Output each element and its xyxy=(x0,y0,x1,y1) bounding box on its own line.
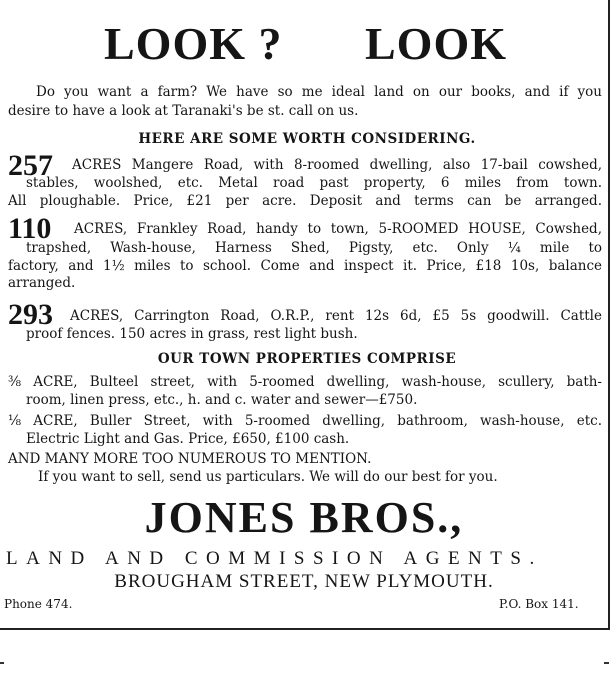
listing-110-line-4: arranged. xyxy=(8,275,76,291)
listing-293-line-1: ACRES, Carrington Road, O.R.P., rent 12s 6d, £5 5s goodwill. Cattle xyxy=(70,308,602,324)
phone-number: Phone 474. xyxy=(4,597,73,611)
listing-257-line-1: ACRES Mangere Road, with 8-roomed dwelling, also 17-bail cowshed, xyxy=(72,157,602,173)
heading-town-properties: OUR TOWN PROPERTIES COMPRISE xyxy=(157,351,457,367)
town-property-2-line-1: ⅛ ACRE, Buller Street, with 5-roomed dwelling, bathroom, wash-house, etc. xyxy=(8,413,602,429)
listing-110-line-1: ACRES, Frankley Road, handy to town, 5-ROOMED HOUSE, Cowshed, xyxy=(74,221,602,237)
listing-110-line-3: factory, and 1½ miles to school. Come and inspect it. Price, £18 10s, balance xyxy=(8,258,602,274)
divider-mark-left xyxy=(0,662,4,664)
divider-mark-right xyxy=(604,662,609,664)
listing-257-line-3: All ploughable. Price, £21 per acre. Deposit and terms can be arranged. xyxy=(8,193,602,209)
town-property-1-line-1: ⅜ ACRE, Bulteel street, with 5-roomed dwelling, wash-house, scullery, bath- xyxy=(8,374,602,390)
headline-left: LOOK ? xyxy=(104,18,283,69)
firm-address: BROUGHAM STREET, NEW PLYMOUTH. xyxy=(114,571,494,592)
firm-role: LAND AND COMMISSION AGENTS. xyxy=(6,548,543,569)
many-more-line: AND MANY MORE TOO NUMEROUS TO MENTION. xyxy=(8,451,372,467)
sell-line: If you want to sell, send us particulars. We will do our best for you. xyxy=(38,469,498,485)
listing-293-number: 293 xyxy=(8,298,53,331)
intro-line-1: Do you want a farm? We have so me ideal land on our books, and if you xyxy=(36,84,602,100)
headline-right: LOOK xyxy=(365,18,508,69)
listing-110-line-2: trapshed, Wash-house, Harness Shed, Pigsty, etc. Only ¼ mile to xyxy=(26,240,602,256)
town-property-1-line-2: room, linen press, etc., h. and c. water and sewer—£750. xyxy=(26,392,418,408)
listing-293-line-2: proof fences. 150 acres in grass, rest light bush. xyxy=(26,326,358,342)
intro-line-2: desire to have a look at Taranaki's be st. call on us. xyxy=(8,103,359,119)
right-border-rule xyxy=(608,0,610,630)
listing-110-number: 110 xyxy=(8,212,52,245)
bottom-border-rule xyxy=(0,628,609,630)
listing-257-line-2: stables, woolshed, etc. Metal road past property, 6 miles from town. xyxy=(26,175,602,191)
po-box: P.O. Box 141. xyxy=(499,597,579,611)
heading-worth-considering: HERE ARE SOME WORTH CONSIDERING. xyxy=(138,131,476,147)
listing-257-number: 257 xyxy=(8,149,53,182)
headline xyxy=(0,14,608,74)
firm-name: JONES BROS., xyxy=(144,493,464,542)
town-property-2-line-2: Electric Light and Gas. Price, £650, £100 cash. xyxy=(26,431,350,447)
